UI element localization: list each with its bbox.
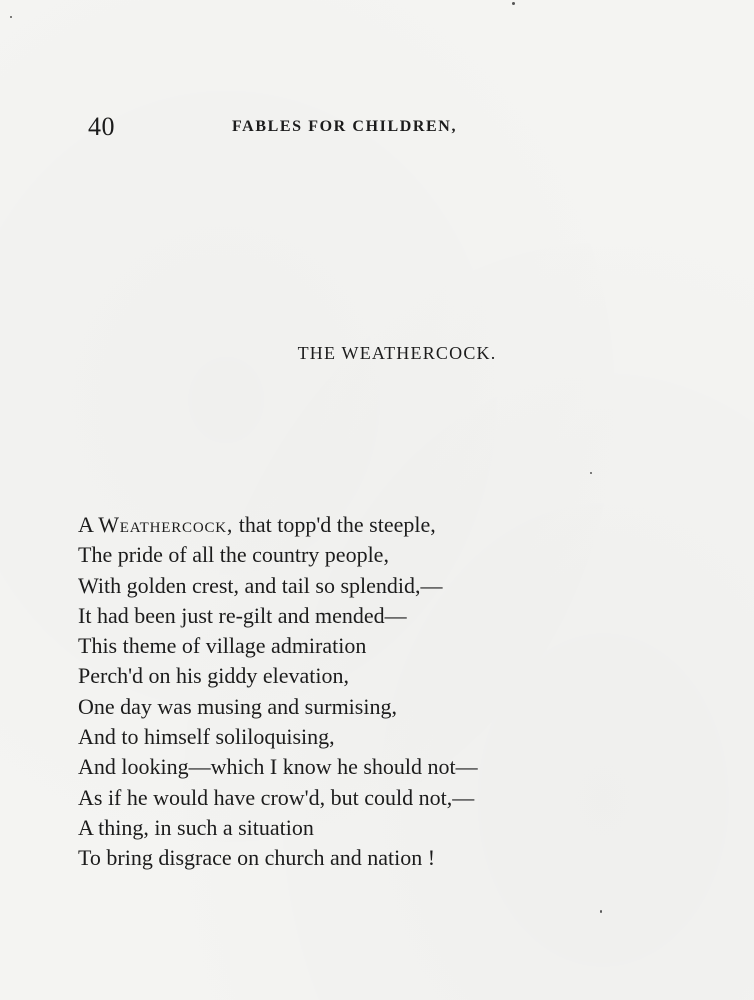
paper-speck xyxy=(590,472,592,474)
poem-title: THE WEATHERCOCK. xyxy=(297,343,497,363)
poem-body xyxy=(78,510,698,874)
running-head: FABLES FOR CHILDREN, xyxy=(232,118,458,135)
poem-line: To bring disgrace on church and nation ! xyxy=(78,845,436,871)
poem-line: The pride of all the country people, xyxy=(78,542,389,568)
poem-line: A thing, in such a situation xyxy=(78,814,314,840)
poem-line: With golden crest, and tail so splendid,— xyxy=(78,572,443,598)
paper-speck xyxy=(512,2,515,5)
poem-line-rest: that topp'd the steeple, xyxy=(238,512,436,537)
poem-line xyxy=(78,510,698,540)
poem-line: And to himself soliloquising, xyxy=(78,724,335,750)
poem-line: Perch'd on his giddy elevation, xyxy=(78,663,349,689)
poem-line: And looking—which I know he should not— xyxy=(78,754,478,780)
poem-line: As if he would have crow'd, but could not,— xyxy=(78,784,475,810)
paper-speck xyxy=(600,910,602,913)
page-number: 40 xyxy=(88,112,115,141)
poem-line-open: A xyxy=(78,512,93,537)
poem-line-smallcaps: Weathercock, xyxy=(98,512,234,537)
paper-speck xyxy=(10,16,12,18)
poem-line: This theme of village admiration xyxy=(78,633,367,659)
poem-line: One day was musing and surmising, xyxy=(78,693,397,719)
poem-line: It had been just re-gilt and mended— xyxy=(78,602,407,628)
